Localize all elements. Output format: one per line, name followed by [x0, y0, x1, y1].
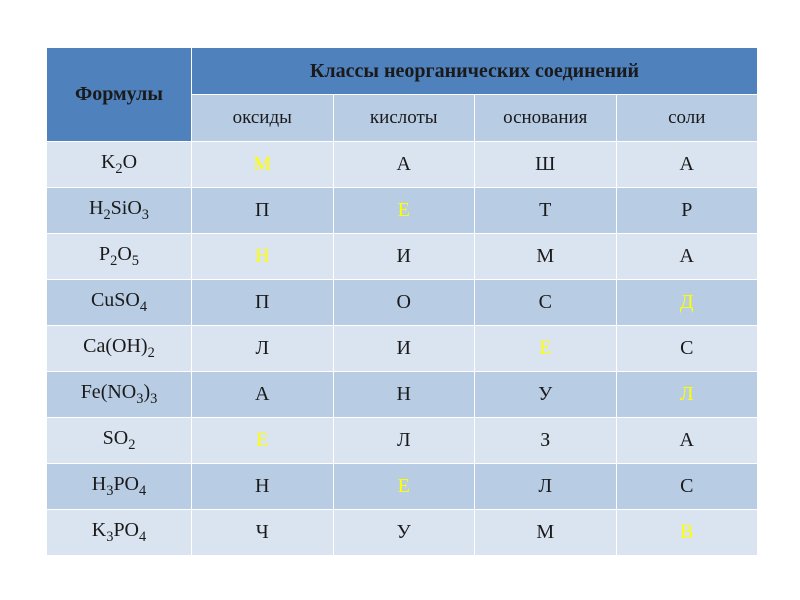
formula-cell [47, 234, 192, 280]
letter-cell: А [192, 372, 334, 418]
table-row [47, 280, 758, 326]
letter-cell-highlighted: Е [192, 418, 334, 464]
letter-cell: П [192, 188, 334, 234]
letter-cell: З [475, 418, 617, 464]
formula-subscript: 2 [128, 437, 136, 454]
formula-text: CuSO [90, 288, 140, 311]
letter-cell: О [333, 280, 475, 326]
table-row [47, 510, 758, 556]
formula-text: K [91, 518, 107, 541]
formula-text: H [89, 196, 104, 219]
formula-subscript: 5 [131, 253, 139, 270]
letter-cell: Ч [192, 510, 334, 556]
formula-subscript: 4 [139, 299, 148, 316]
table-row [47, 188, 758, 234]
letter-cell: Л [192, 326, 334, 372]
column-header-oxides: оксиды [192, 95, 334, 142]
formula-text: PO [113, 518, 140, 541]
formula-text: SO [102, 426, 129, 449]
formula-subscript: 4 [139, 483, 147, 500]
formula-subscript: 3 [136, 391, 144, 408]
formula-text: ) [143, 380, 151, 403]
letter-cell: С [616, 326, 758, 372]
formula-cell [47, 418, 192, 464]
letter-cell-highlighted: В [616, 510, 758, 556]
table-row [47, 326, 758, 372]
letter-cell: У [333, 510, 475, 556]
formula-text: Ca(OH) [83, 334, 148, 357]
letter-cell: А [333, 142, 475, 188]
letter-cell: А [616, 142, 758, 188]
letter-cell-highlighted: Л [616, 372, 758, 418]
letter-cell: Н [192, 464, 334, 510]
letter-cell-highlighted: Д [616, 280, 758, 326]
letter-cell-highlighted: Е [333, 188, 475, 234]
letter-cell: Л [475, 464, 617, 510]
formula-cell [47, 188, 192, 234]
formulas-header: Формулы [47, 48, 192, 142]
letter-cell: Т [475, 188, 617, 234]
letter-cell: Н [333, 372, 475, 418]
formula-subscript: 2 [110, 253, 118, 270]
letter-cell-highlighted: Н [192, 234, 334, 280]
formula-text: SiO [110, 196, 142, 219]
formula-subscript: 2 [115, 161, 123, 178]
letter-cell: С [616, 464, 758, 510]
compounds-table [46, 47, 758, 556]
formula-cell [47, 464, 192, 510]
formula-text: H [91, 472, 107, 495]
letter-cell-highlighted: Е [475, 326, 617, 372]
formula-subscript: 3 [106, 529, 114, 546]
letter-cell: М [475, 234, 617, 280]
formula-subscript: 4 [139, 529, 147, 546]
column-header-salts: соли [616, 95, 758, 142]
letter-cell: А [616, 234, 758, 280]
formula-text: O [117, 242, 132, 265]
formula-cell [47, 142, 192, 188]
formula-subscript: 2 [103, 207, 111, 224]
letter-cell: М [475, 510, 617, 556]
letter-cell-highlighted: Е [333, 464, 475, 510]
formula-text: Fe(NO [80, 380, 137, 403]
table-row [47, 464, 758, 510]
formula-text: K [100, 150, 116, 173]
table-row [47, 142, 758, 188]
table-row [47, 234, 758, 280]
letter-cell: С [475, 280, 617, 326]
letter-cell-highlighted: М [192, 142, 334, 188]
letter-cell: У [475, 372, 617, 418]
classes-header: Классы неорганических соединений [192, 48, 758, 95]
formula-subscript: 2 [147, 345, 155, 362]
formula-subscript: 3 [106, 483, 114, 500]
letter-cell: А [616, 418, 758, 464]
table-body [47, 142, 758, 556]
letter-cell: И [333, 326, 475, 372]
letter-cell: Р [616, 188, 758, 234]
formula-subscript: 3 [150, 391, 158, 408]
letter-cell: И [333, 234, 475, 280]
letter-cell: П [192, 280, 334, 326]
formula-text: O [122, 150, 138, 173]
column-header-bases: основания [475, 95, 617, 142]
formula-cell [47, 280, 192, 326]
formula-cell [47, 326, 192, 372]
formula-text: P [99, 242, 111, 265]
letter-cell: Ш [475, 142, 617, 188]
formula-text: PO [113, 472, 140, 495]
letter-cell: Л [333, 418, 475, 464]
formula-subscript: 3 [141, 207, 149, 224]
table-row [47, 372, 758, 418]
formula-cell [47, 372, 192, 418]
formula-cell [47, 510, 192, 556]
table-row [47, 418, 758, 464]
column-header-acids: кислоты [333, 95, 475, 142]
